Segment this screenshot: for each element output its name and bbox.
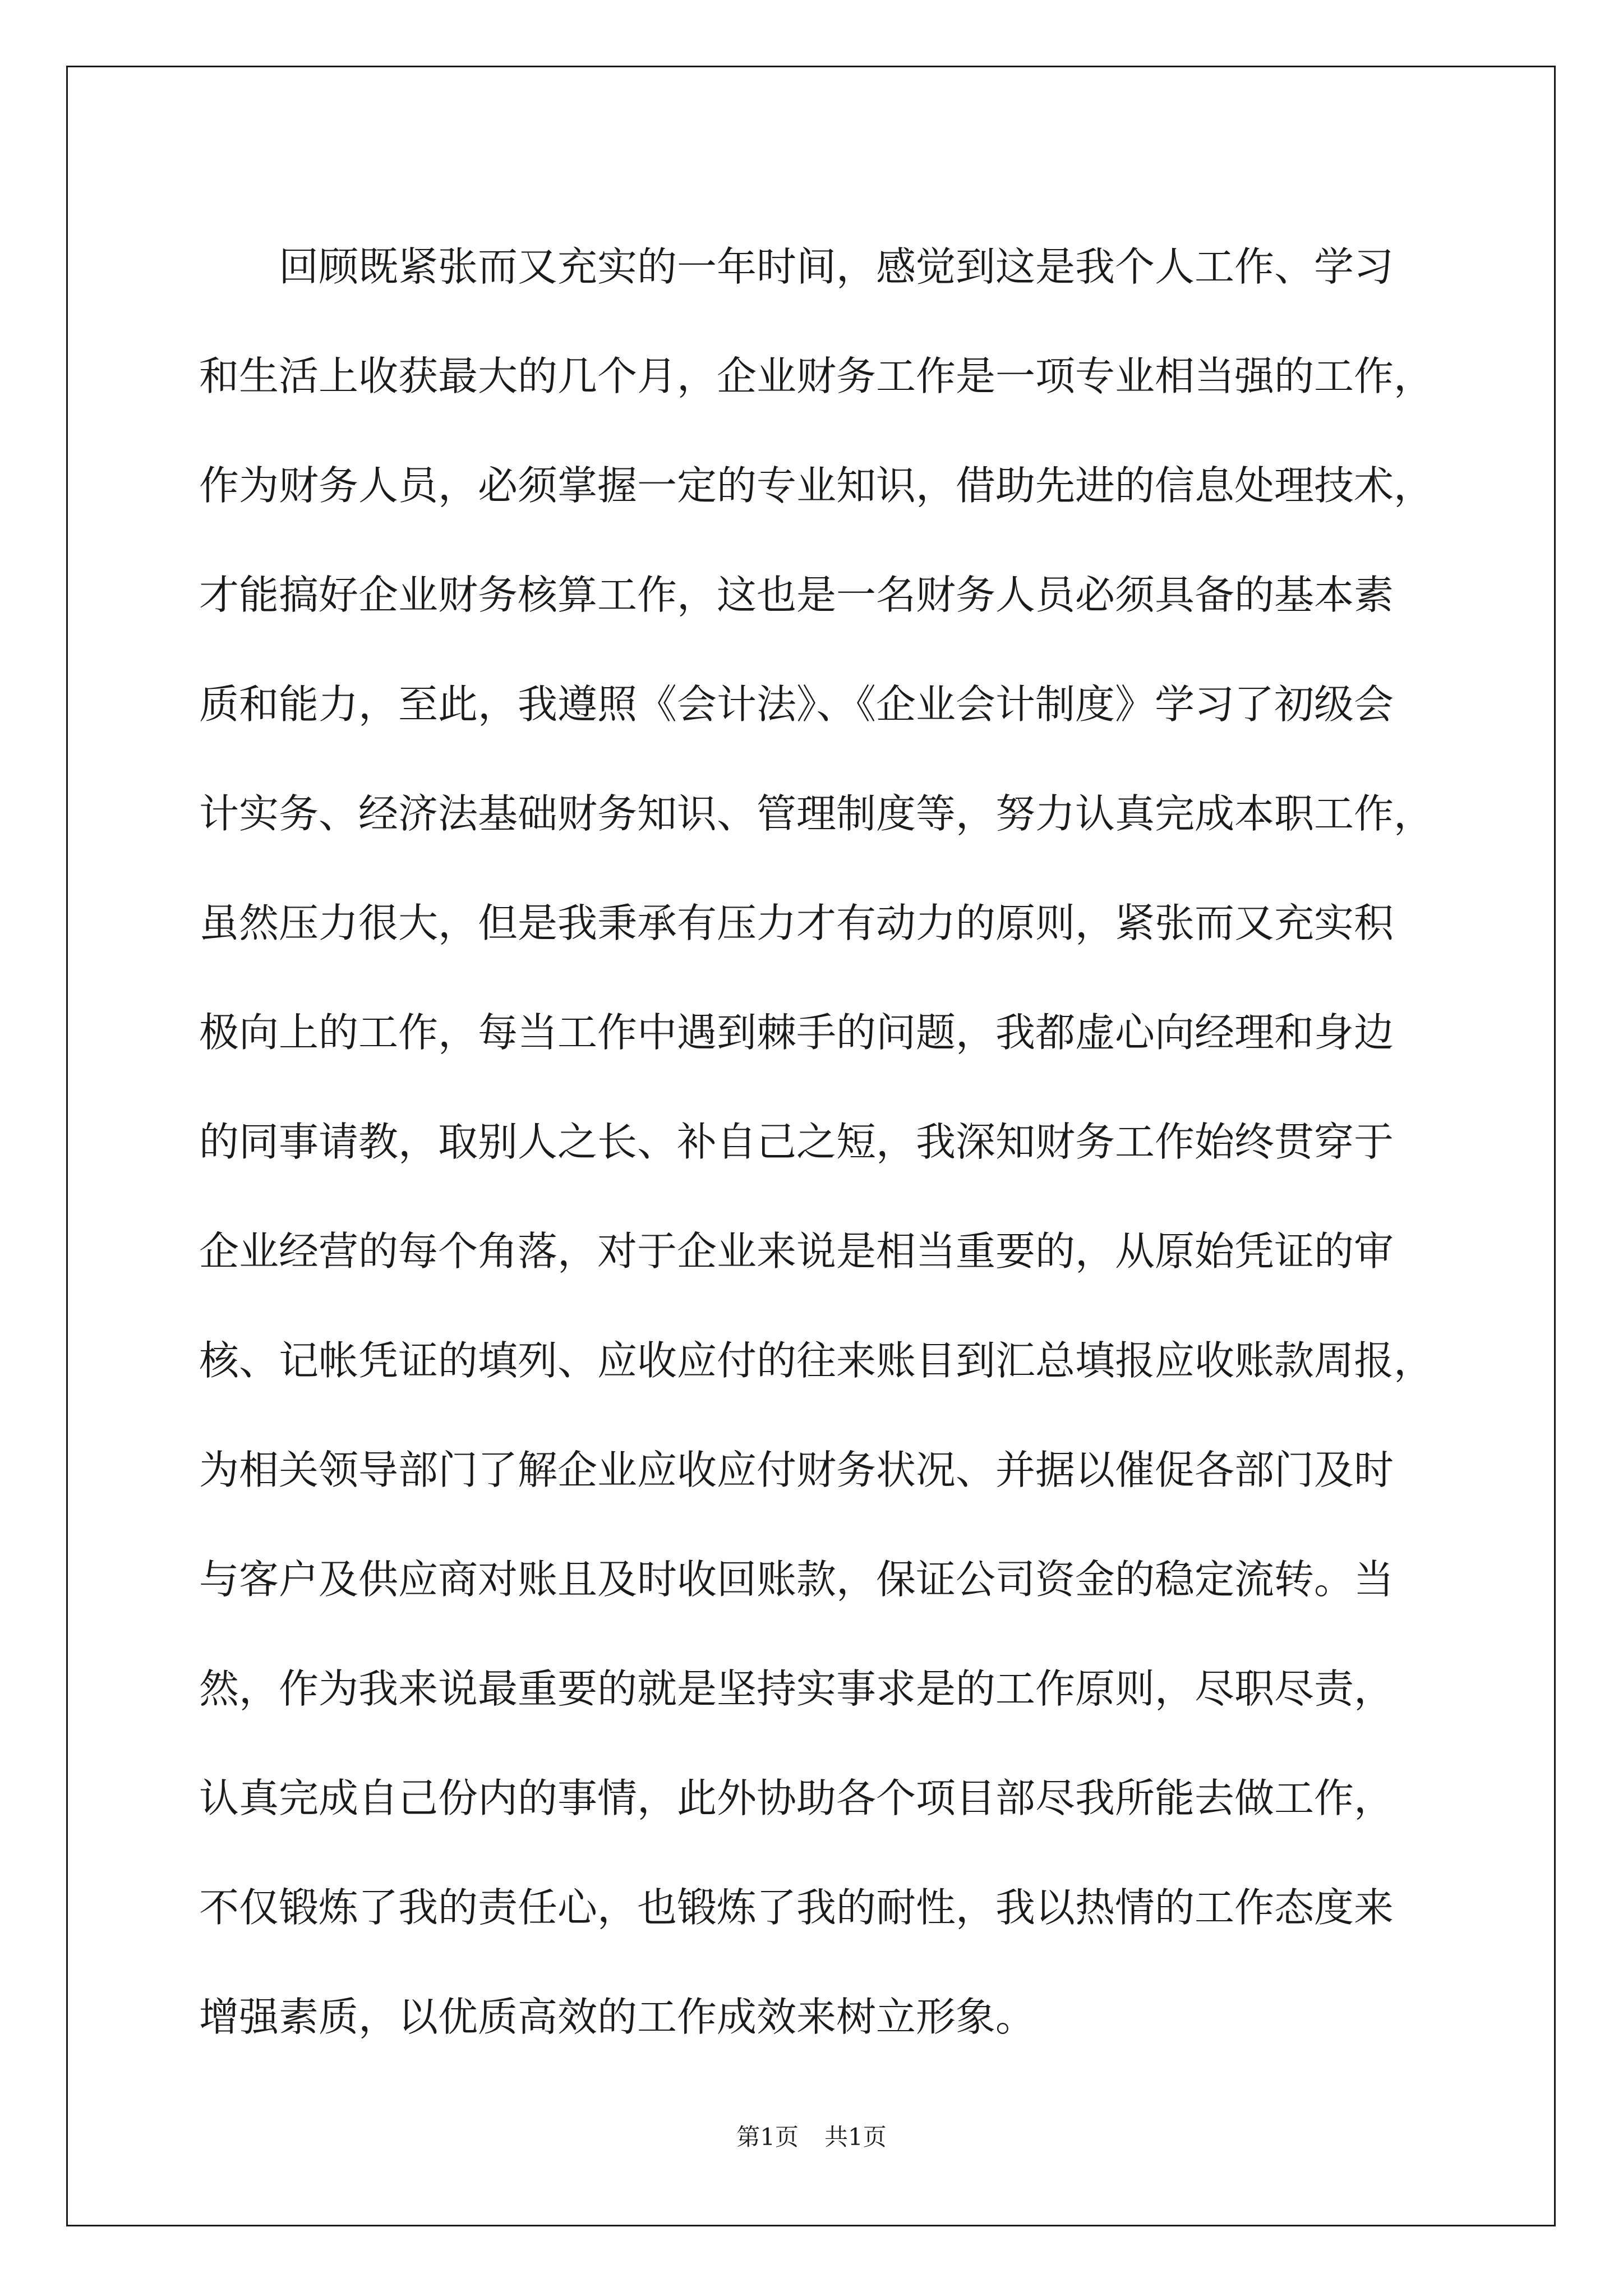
body-paragraph	[199, 212, 1438, 2072]
paragraph-line: 回顾既紧张而又充实的一年时间，感觉到这是我个人工作、学习	[199, 243, 1394, 290]
paragraph-line: 作为财务人员，必须掌握一定的专业知识，借助先进的信息处理技术，	[199, 462, 1434, 509]
paragraph-line: 然，作为我来说最重要的就是坚持实事求是的工作原则，尽职尽责，	[199, 1665, 1394, 1712]
paragraph-line: 增强素质，以优质高效的工作成效来树立形象。	[199, 1994, 1036, 2040]
paragraph-line: 才能搞好企业财务核算工作，这也是一名财务人员必须具备的基本素	[199, 572, 1394, 618]
page-number: 第1页	[736, 2123, 799, 2151]
paragraph-line: 计实务、经济法基础财务知识、管理制度等，努力认真完成本职工作，	[199, 790, 1434, 837]
paragraph-line: 企业经营的每个角落，对于企业来说是相当重要的，从原始凭证的审	[199, 1228, 1394, 1274]
page-footer	[0, 2119, 1623, 2152]
paragraph-line: 认真完成自己份内的事情，此外协助各个项目部尽我所能去做工作，	[199, 1775, 1394, 1821]
paragraph-line: 与客户及供应商对账且及时收回账款，保证公司资金的稳定流转。当	[199, 1556, 1394, 1603]
paragraph-line: 质和能力，至此，我遵照《会计法》、《企业会计制度》学习了初级会	[199, 681, 1394, 728]
paragraph-line: 极向上的工作，每当工作中遇到棘手的问题，我都虚心向经理和身边	[199, 1009, 1394, 1056]
paragraph-line: 核、记帐凭证的填列、应收应付的往来账目到汇总填报应收账款周报，	[199, 1337, 1434, 1384]
paragraph-line: 的同事请教，取别人之长、补自己之短，我深知财务工作始终贯穿于	[199, 1119, 1394, 1165]
paragraph-line: 为相关领导部门了解企业应收应付财务状况、并据以催促各部门及时	[199, 1447, 1394, 1493]
page-total: 共1页	[824, 2123, 887, 2151]
paragraph-line: 和生活上收获最大的几个月，企业财务工作是一项专业相当强的工作，	[199, 353, 1434, 399]
paragraph-line: 虽然压力很大，但是我秉承有压力才有动力的原则，紧张而又充实积	[199, 900, 1394, 946]
paragraph-line: 不仅锻炼了我的责任心，也锻炼了我的耐性，我以热情的工作态度来	[199, 1884, 1394, 1931]
